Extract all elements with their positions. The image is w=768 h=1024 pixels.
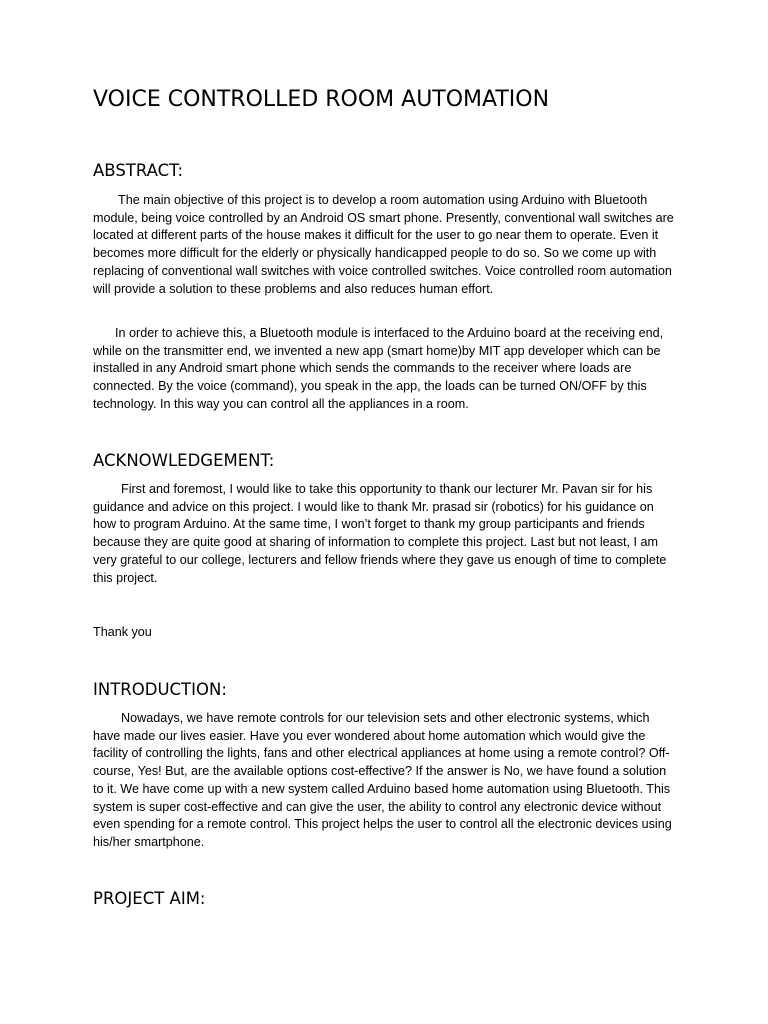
- abstract-paragraph-2: In order to achieve this, a Bluetooth module is interfaced to the Arduino board at the receiving end, while on the transmitter end, we invented a new app (smart home)by MIT app developer which can be installed in any Android smart phone which sends the commands to the receiver where loads are connected. By the voice (command), you speak in the app, the loads can be turned ON/OFF by this technology. In this way you can control all the appliances in a room.: [93, 326, 664, 411]
- document-title: VOICE CONTROLLED ROOM AUTOMATION: [93, 87, 550, 112]
- acknowledgement-closing: Thank you: [93, 625, 152, 639]
- project-aim-heading: PROJECT AIM:: [93, 889, 206, 908]
- abstract-heading: ABSTRACT:: [93, 161, 184, 180]
- abstract-paragraph-1: The main objective of this project is to develop a room automation using Arduino with Bluetooth module, being voice controlled by an Android OS smart phone. Presently, conventional wall switches are located at different parts of the house makes it difficult for the user to go near them to operate. Even it becomes more difficult for the elderly or physically handicapped people to do so. So we come up with replacing of conventional wall switches with voice controlled switches. Voice controlled room automation will provide a solution to these problems and also reduces human effort.: [93, 193, 674, 296]
- introduction-heading: INTRODUCTION:: [93, 680, 227, 699]
- introduction-paragraph: Nowadays, we have remote controls for our television sets and other electronic systems, which have made our lives easier. Have you ever wondered about home automation which would give the facility of controlling the lights, fans and other electrical appliances at home using a remote control? Off-course, Yes! But, are the available options cost-effective? If the answer is No, we have found a solution to it. We have come up with a new system called Arduino based home automation using Bluetooth. This system is super cost-effective and can give the user, the ability to control any electronic device without even spending for a remote control. This project helps the user to control all the electronic devices using his/her smartphone.: [93, 711, 672, 849]
- acknowledgement-heading: ACKNOWLEDGEMENT:: [93, 451, 275, 470]
- acknowledgement-paragraph: First and foremost, I would like to take this opportunity to thank our lecturer Mr. Pavan sir for his guidance and advice on this project. I would like to thank Mr. prasad sir (robotics) for his guidance on how to program Arduino. At the same time, I won’t forget to thank my group participants and friends because they are quite good at sharing of information to complete this project. Last but not least, I am very grateful to our college, lecturers and fellow friends where they gave us enough of time to complete this project.: [93, 482, 667, 585]
